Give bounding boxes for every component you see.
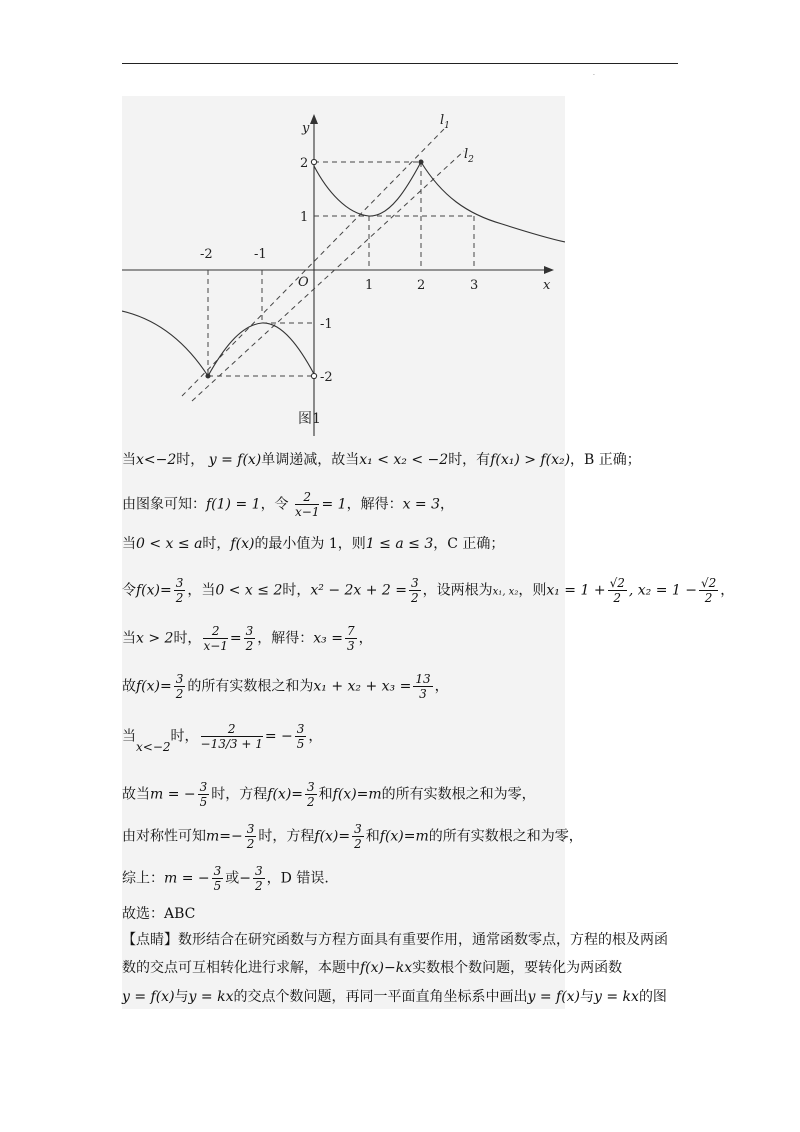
x-axis-arrow: [544, 266, 554, 274]
open-point-0-2: [311, 159, 316, 164]
curve-parabola-left: [208, 323, 314, 376]
text-line-6: 故f(x)= $\frac{3}{2}$ 的所有实数根之和为x₁ + x₂ + x₃ = $\frac{13}{3}$ ，: [122, 672, 449, 701]
text-line-9: 由对称性可知m=− $\frac{3}{2}$ 时，方程f(x)= $\frac{3}{2}$ 和f(x)=m的所有实数根之和为零，: [122, 822, 583, 851]
tick-y-1: 1: [300, 210, 309, 225]
tick-x-1: 1: [365, 278, 374, 293]
text-line-2: 由图象可知：f(1) = 1，令 $\frac{2}{x-1}$ = 1，解得：x = 3，: [122, 490, 455, 519]
text-line-3: 当0 < x ≤ a时，f(x)的最小值为 1，则1 ≤ a ≤ 3，C 正确；: [122, 536, 505, 552]
tick-y-m2: -2: [320, 370, 333, 385]
x-axis-label: x: [543, 278, 551, 293]
origin-label: O: [298, 275, 309, 290]
text-line-8: 故当m = − $\frac{3}{5}$ 时，方程f(x)= $\frac{3}{2}$ 和f(x)=m的所有实数根之和为零，: [122, 780, 536, 809]
text-line-answer: 故选：ABC: [122, 906, 196, 922]
curve-right-decreasing: [421, 162, 565, 242]
text-line-note-1: 【点睛】数形结合在研究函数与方程方面具有重要作用，通常函数零点，方程的根及两函: [122, 932, 668, 948]
point-m2-m2: [206, 374, 210, 378]
curve-parabola-right: [314, 162, 421, 216]
l1-label: $l_1$: [440, 113, 450, 131]
tick-y-m1: -1: [320, 317, 333, 332]
tick-y-2: 2: [300, 156, 309, 171]
text-line-5: 当x > 2时， $\frac{2}{x-1}$ = $\frac{3}{2}$ ，解得：x₃ = $\frac{7}{3}$ ，: [122, 624, 373, 653]
figure-caption: 图1: [298, 411, 321, 427]
point-2-2: [419, 160, 423, 164]
y-axis-arrow: [310, 114, 318, 124]
text-line-10: 综上：m = − $\frac{3}{5}$ 或− $\frac{3}{2}$ ，D 错误.: [122, 864, 329, 893]
header-rule: [122, 63, 678, 64]
curve-left-decreasing: [122, 311, 208, 376]
open-point-0-m2: [311, 373, 316, 378]
text-line-4: 令f(x)= $\frac{3}{2}$ ，当0 < x ≤ 2时，x² − 2x + 2 = $\frac{3}{2}$ ，设两根为x₁, x₂，则x₁ = 1 + $\frac{√2}{2}$ , x₂ = 1 − $\frac{√2}{2}$ ，: [122, 576, 735, 605]
function-graph-figure: [122, 96, 565, 439]
text-line-1: 当x<−2时， y = f(x)单调递减，故当x₁ < x₂ < −2时，有f(x₁) > f(x₂)，B 正确；: [122, 452, 641, 468]
text-line-7: 当x<−2时， $\frac{2}{-13/3 + 1}$ = − $\frac{3}{5}$ ，: [122, 722, 323, 754]
y-axis-label: y: [302, 121, 310, 136]
text-line-note-2: 数的交点可互相转化进行求解，本题中f(x)−kx实数根个数问题，要转化为两函数: [122, 960, 623, 976]
tick-x-m2: -2: [200, 247, 213, 262]
header-dot: ·: [593, 72, 595, 79]
tick-x-2: 2: [417, 278, 426, 293]
tick-x-m1: -1: [254, 247, 267, 262]
text-line-note-3: y = f(x)与y = kx的交点个数问题，再同一平面直角坐标系中画出y = f(x)与y = kx的图: [122, 989, 667, 1005]
l2-label: $l_2$: [464, 147, 474, 165]
tick-x-3: 3: [470, 278, 479, 293]
